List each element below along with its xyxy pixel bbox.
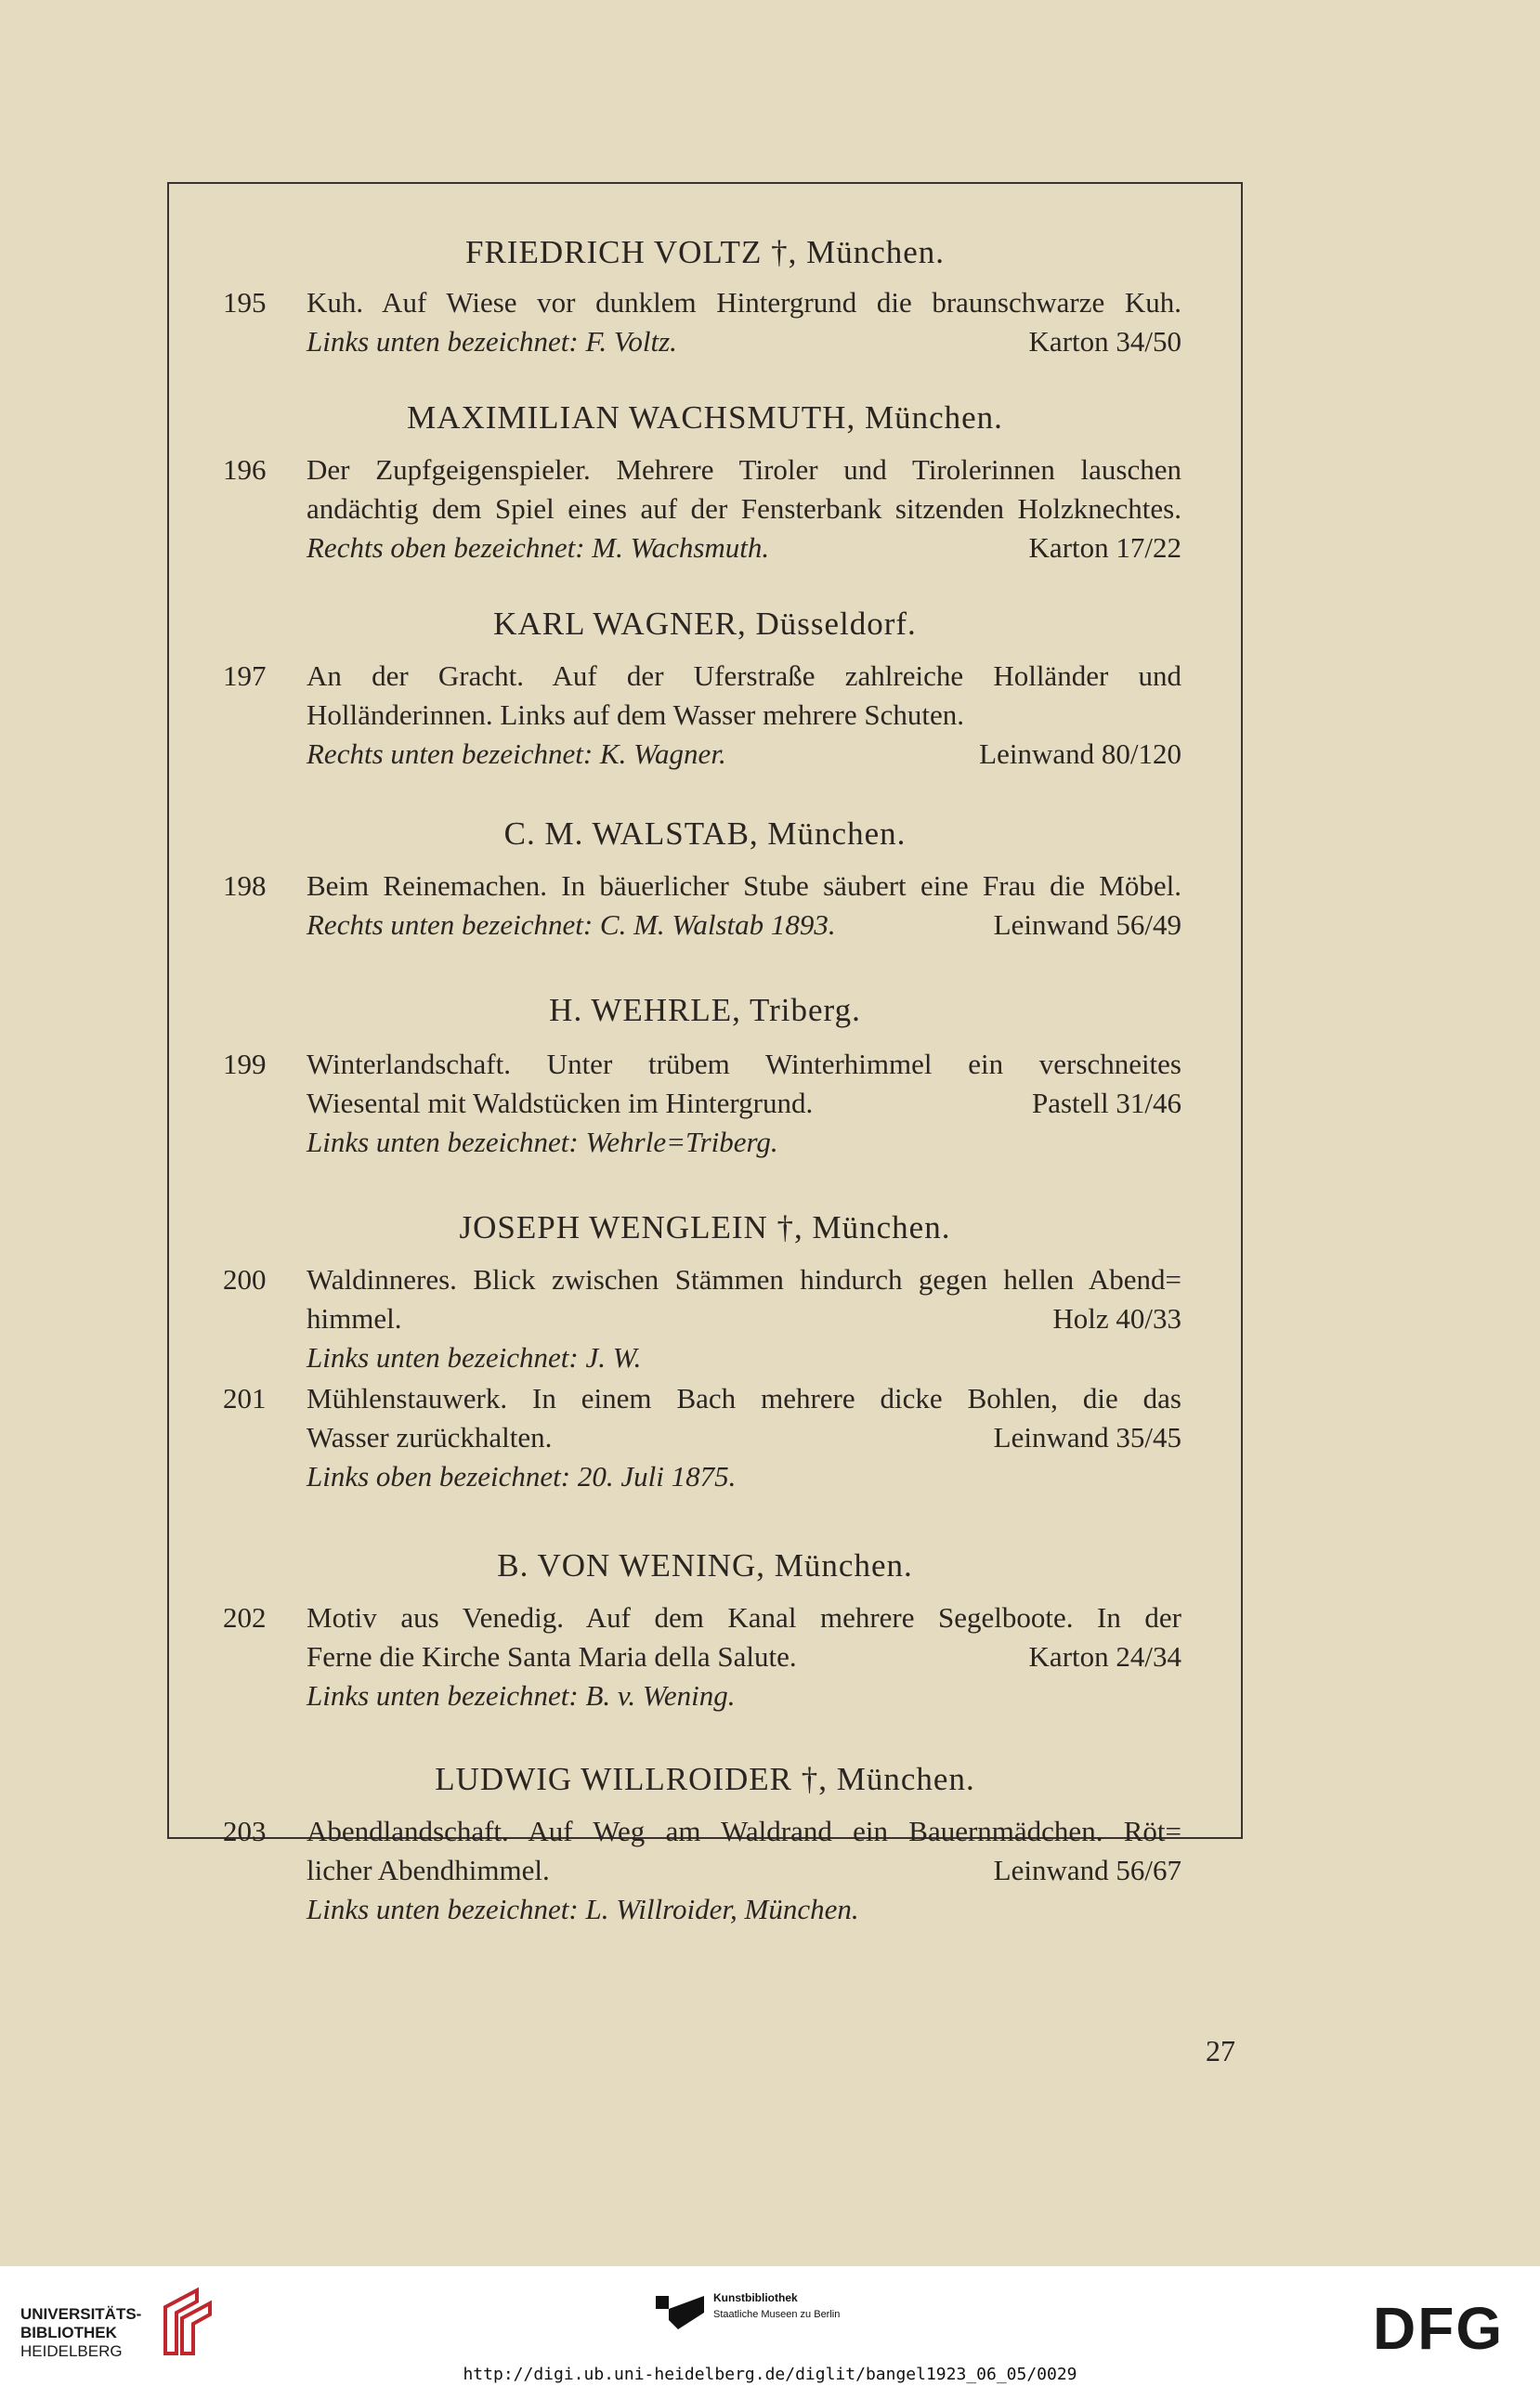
- signature-line: [307, 737, 1181, 771]
- entry-description: Beim Reinemachen. In bäuerlicher Stube säubert eine Frau die Möbel.: [307, 869, 1181, 902]
- source-url[interactable]: http://digi.ub.uni-heidelberg.de/diglit/bangel1923_06_05/0029: [463, 2365, 1077, 2384]
- medium-size: Leinwand 56/67: [993, 1854, 1181, 1886]
- entry-description-line: [307, 1302, 1181, 1336]
- artist-heading: LUDWIG WILLROIDER †, München.: [435, 1761, 975, 1797]
- entry-description: licher Abendhimmel.: [307, 1854, 550, 1886]
- signature-text: Links unten bezeichnet: J. W.: [307, 1341, 642, 1374]
- signature-text: Links unten bezeichnet: F. Voltz.: [307, 325, 677, 358]
- signature-line: [307, 908, 1181, 942]
- medium-size: Holz 40/33: [1052, 1302, 1181, 1335]
- entry-description: andächtig dem Spiel eines auf der Fensterbank sitzenden Holzknechtes.: [307, 492, 1181, 525]
- kb-subtitle: Staatliche Museen zu Berlin: [713, 2309, 841, 2320]
- entry-description: Ferne die Kirche Santa Maria della Salute.: [307, 1640, 797, 1673]
- catalogue-number: 201: [223, 1382, 267, 1415]
- signature-line: [307, 531, 1181, 565]
- medium-size: Pastell 31/46: [1031, 1087, 1181, 1119]
- signature-text: Links unten bezeichnet: L. Willroider, München.: [307, 1893, 859, 1925]
- entry-description-line: [307, 1087, 1181, 1120]
- kb-title: Kunstbibliothek: [713, 2291, 798, 2304]
- catalogue-number: 202: [223, 1601, 267, 1634]
- ub-heidelberg-logo-text[interactable]: [20, 2305, 141, 2361]
- catalogue-number: 197: [223, 659, 267, 692]
- catalogue-number: 203: [223, 1815, 267, 1847]
- medium-size: Karton 34/50: [1028, 325, 1181, 358]
- artist-heading: KARL WAGNER, Düsseldorf.: [493, 606, 917, 642]
- entry-description-line: [307, 1640, 1181, 1674]
- signature-text: Rechts oben bezeichnet: M. Wachsmuth.: [307, 531, 770, 564]
- medium-size: Leinwand 56/49: [993, 908, 1181, 941]
- artist-heading: H. WEHRLE, Triberg.: [549, 992, 861, 1028]
- ub-line: BIBLIOTHEK: [20, 2324, 117, 2341]
- signature-text: Rechts unten bezeichnet: C. M. Walstab 1893.: [307, 908, 836, 941]
- artist-heading: C. M. WALSTAB, München.: [503, 815, 907, 852]
- entry-description: Wiesental mit Waldstücken im Hintergrund.: [307, 1087, 814, 1119]
- entry-description: Der Zupfgeigenspieler. Mehrere Tiroler und Tirolerinnen lauschen: [307, 453, 1181, 486]
- medium-size: Leinwand 35/45: [993, 1421, 1181, 1454]
- kunstbibliothek-logo-icon: [656, 2292, 704, 2329]
- entry-description: himmel.: [307, 1302, 402, 1335]
- artist-heading: FRIEDRICH VOLTZ †, München.: [464, 234, 946, 270]
- entry-description-line: [307, 1854, 1181, 1887]
- medium-size: Leinwand 80/120: [979, 737, 1181, 770]
- dfg-logo[interactable]: DFG: [1373, 2295, 1505, 2362]
- entry-description: Mühlenstauwerk. In einem Bach mehrere dicke Bohlen, die das: [307, 1382, 1181, 1415]
- signature-text: Links oben bezeichnet: 20. Juli 1875.: [307, 1460, 737, 1493]
- medium-size: Karton 24/34: [1028, 1640, 1181, 1673]
- artist-heading: MAXIMILIAN WACHSMUTH, München.: [407, 399, 1003, 436]
- page-number: 27: [1206, 2034, 1235, 2067]
- entry-description: Motiv aus Venedig. Auf dem Kanal mehrere Segelboote. In der: [307, 1601, 1181, 1634]
- ub-line: UNIVERSITÄTS-: [20, 2305, 142, 2323]
- signature-text: Rechts unten bezeichnet: K. Wagner.: [307, 737, 726, 770]
- entry-description: Holländerinnen. Links auf dem Wasser mehrere Schuten.: [307, 698, 964, 731]
- entry-description: Waldinneres. Blick zwischen Stämmen hindurch gegen hellen Abend=: [307, 1263, 1181, 1296]
- ub-heidelberg-logo-icon: [160, 2287, 214, 2357]
- entry-description: Kuh. Auf Wiese vor dunklem Hintergrund die braunschwarze Kuh.: [307, 286, 1181, 319]
- catalogue-number: 198: [223, 869, 267, 902]
- catalogue-number: 195: [223, 286, 267, 319]
- entry-description-line: [307, 1421, 1181, 1454]
- catalogue-number: 199: [223, 1048, 267, 1080]
- entry-description: Winterlandschaft. Unter trübem Winterhimmel ein verschneites: [307, 1048, 1181, 1080]
- signature-text: Links unten bezeichnet: Wehrle=Triberg.: [307, 1126, 778, 1158]
- catalogue-number: 196: [223, 453, 267, 486]
- entry-description: Wasser zurückhalten.: [307, 1421, 553, 1454]
- entry-description: An der Gracht. Auf der Uferstraße zahlreiche Holländer und: [307, 659, 1181, 692]
- artist-heading: B. VON WENING, München.: [497, 1547, 913, 1584]
- signature-text: Links unten bezeichnet: B. v. Wening.: [307, 1679, 736, 1712]
- signature-line: [307, 325, 1181, 359]
- ub-line: HEIDELBERG: [20, 2342, 123, 2360]
- artist-heading: JOSEPH WENGLEIN †, München.: [459, 1209, 951, 1245]
- kunstbibliothek-logo-text[interactable]: [713, 2290, 840, 2323]
- medium-size: Karton 17/22: [1028, 531, 1181, 564]
- catalogue-number: 200: [223, 1263, 267, 1296]
- entry-description: Abendlandschaft. Auf Weg am Waldrand ein Bauernmädchen. Röt=: [307, 1815, 1181, 1847]
